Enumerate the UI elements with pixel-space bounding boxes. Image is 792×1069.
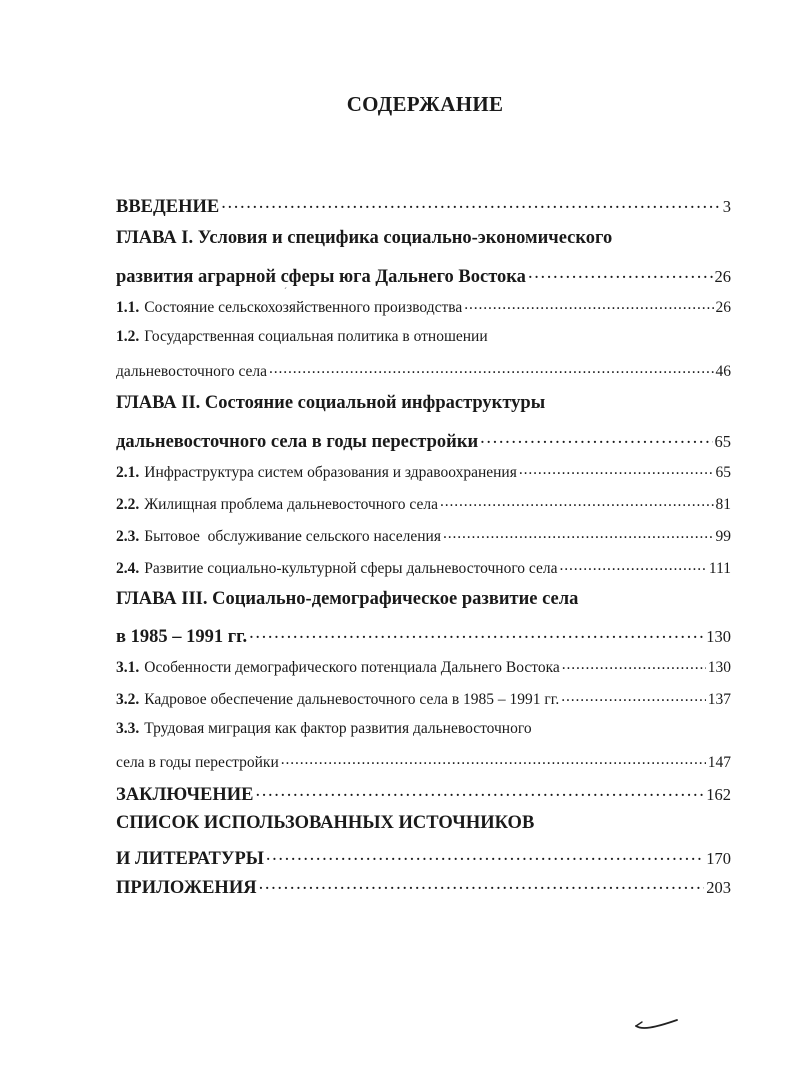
section-number: 2.4. [116, 559, 140, 577]
pen-stroke-mark [632, 1012, 682, 1034]
section-number: 3.2. [116, 690, 140, 708]
toc-entry-label: Жилищная проблема дальневосточного села [144, 495, 438, 513]
page-title: СОДЕРЖАНИЕ [346, 92, 504, 116]
toc-chapter-3 [116, 623, 731, 648]
toc-entry-label: ГЛАВА III. Социально-демографическое развитие села [116, 589, 579, 609]
toc-section-1-1 [116, 296, 731, 317]
dot-leader [259, 874, 705, 893]
toc-page-number: 162 [706, 784, 731, 804]
section-number: 1.2. [116, 328, 140, 345]
toc-chapter-1 [116, 263, 731, 288]
dot-leader [562, 656, 706, 672]
toc-page-number: 147 [707, 753, 731, 771]
toc-page-number: 26 [715, 298, 731, 316]
toc-page-number: 26 [714, 266, 731, 286]
toc-entry-label: Кадровое обеспечение дальневосточного села в 1985 – 1991 гг. [144, 690, 560, 708]
toc-entry-label: Особенности демографического потенциала Дальнего Востока [144, 658, 560, 676]
dot-leader [249, 623, 704, 642]
dot-leader [440, 493, 714, 509]
toc-page-number: 111 [708, 559, 731, 577]
toc-entry-label: ВВЕДЕНИЕ [116, 196, 220, 217]
toc-entry-intro [116, 193, 731, 218]
toc-entry-label: Трудовая миграция как фактор развития дальневосточного [144, 720, 532, 737]
toc-entry-label: села в годы перестройки [116, 753, 279, 771]
toc-page-number: 46 [715, 362, 731, 380]
toc-entry-label: Государственная социальная политика в отношении [144, 328, 488, 345]
toc-entry-label: в 1985 – 1991 гг. [116, 626, 248, 647]
toc-entry-label: СПИСОК ИСПОЛЬЗОВАННЫХ ИСТОЧНИКОВ [116, 813, 535, 833]
toc-entry-label: Состояние сельскохозяйственного производства [144, 298, 463, 316]
dot-leader [464, 296, 713, 312]
section-number: 1.1. [116, 298, 140, 316]
section-number: 2.3. [116, 527, 140, 545]
section-number: 3.3. [116, 720, 140, 737]
dot-leader [256, 781, 705, 800]
toc-page-number: 170 [706, 848, 731, 868]
toc-page-number: 3 [722, 196, 731, 216]
toc-entry-sources-line-1 [116, 813, 731, 834]
dot-leader [528, 263, 713, 282]
toc-page-number: 130 [706, 626, 731, 646]
section-number: 2.1. [116, 463, 140, 481]
toc-section-2-1 [116, 461, 731, 482]
toc-entry-label: ГЛАВА I. Условия и специфика социально-экономического [116, 228, 613, 248]
toc-page-number: 99 [715, 527, 731, 545]
toc-page-number: 137 [707, 690, 731, 708]
dot-leader [221, 193, 721, 212]
dot-leader [519, 461, 714, 477]
dot-leader [561, 688, 705, 704]
dot-leader [269, 360, 713, 376]
toc-entry-label: дальневосточного села [116, 362, 268, 380]
toc-entry-label: Инфраструктура систем образования и здравоохранения [144, 463, 517, 481]
toc-chapter-2-line-1 [116, 393, 731, 414]
toc-entry-label: И ЛИТЕРАТУРЫ [116, 848, 264, 869]
toc-entry-label: Развитие социально-культурной сферы дальневосточного села [144, 559, 558, 577]
toc-entry-label: развития аграрной сферы юга Дальнего Востока [116, 266, 526, 287]
toc-section-2-4 [116, 557, 731, 578]
toc-chapter-2 [116, 428, 731, 453]
dot-leader [443, 525, 714, 541]
toc-page-number: 65 [714, 431, 731, 451]
dot-leader [266, 845, 704, 864]
toc-page-number: 130 [707, 658, 731, 676]
toc-entry-appendix [116, 874, 731, 899]
toc-entry-label: Бытовое обслуживание сельского населения [144, 527, 441, 545]
toc-page-number: 81 [715, 495, 731, 513]
toc-entry-sources [116, 845, 731, 870]
toc-chapter-1-line-1 [116, 228, 731, 249]
toc-section-3-3 [116, 751, 731, 772]
toc-entry-label: ЗАКЛЮЧЕНИЕ [116, 784, 254, 805]
toc-entry-label: ГЛАВА II. Состояние социальной инфраструктуры [116, 393, 546, 413]
toc-page-number: 65 [715, 463, 731, 481]
toc-page-number: 203 [706, 877, 731, 897]
toc-chapter-3-line-1 [116, 589, 731, 610]
dot-leader [281, 751, 706, 767]
toc-section-3-1 [116, 656, 731, 677]
toc-section-3-2 [116, 688, 731, 709]
toc-section-2-3 [116, 525, 731, 546]
toc-section-2-2 [116, 493, 731, 514]
toc-section-3-3-line-1 [116, 720, 731, 738]
toc-entry-label: ПРИЛОЖЕНИЯ [116, 877, 257, 898]
section-number: 3.1. [116, 658, 140, 676]
dot-leader [480, 428, 712, 447]
section-number: 2.2. [116, 495, 140, 513]
toc-entry-label: дальневосточного села в годы перестройки [116, 431, 479, 452]
toc-section-1-2-line-1 [116, 328, 731, 346]
dot-leader [560, 557, 707, 573]
toc-section-1-2 [116, 360, 731, 381]
toc-entry-conclusion [116, 781, 731, 806]
stray-mark: ˊ [284, 286, 287, 296]
